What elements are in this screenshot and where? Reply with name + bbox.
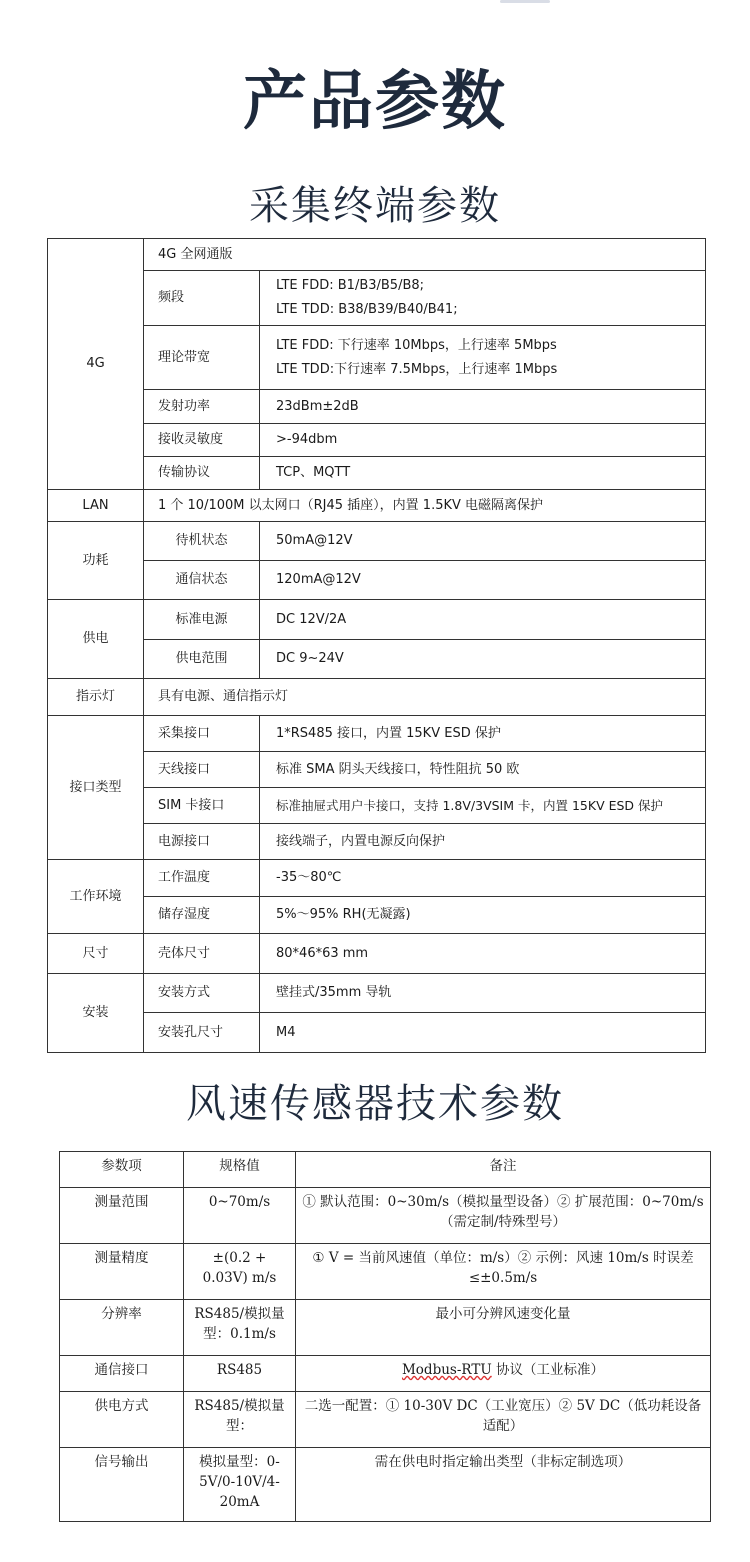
page-title: 产品参数 [243, 65, 507, 139]
category-interfaces: 接口类型 [48, 716, 144, 860]
category-install: 安装 [48, 974, 144, 1053]
power-interface-value: 接线端子，内置电源反向保护 [260, 824, 706, 860]
acq-interface-value: 1*RS485 接口，内置 15KV ESD 保护 [260, 716, 706, 752]
install-hole-value: M4 [260, 1013, 706, 1053]
indicator-value: 具有电源、通信指示灯 [144, 679, 706, 716]
category-4g: 4G [48, 239, 144, 490]
install-method-label: 安装方式 [144, 974, 260, 1013]
row-param: 通信接口 [60, 1356, 184, 1392]
row-spec: 0~70m/s [184, 1188, 296, 1244]
tx-power-value: 23dBm±2dB [260, 390, 706, 424]
modbus-text: Modbus-RTU [401, 1362, 492, 1378]
protocol-value: TCP、MQTT [260, 457, 706, 490]
top-bar-mark [500, 0, 550, 3]
table-row [60, 1244, 711, 1300]
protocol-label: 传输协议 [144, 457, 260, 490]
sim-interface-value: 标准抽屉式用户卡接口，支持 1.8V/3VSIM 卡，内置 15KV ESD 保护 [260, 788, 706, 824]
table-row [60, 1392, 711, 1448]
bandwidth-line-fdd: LTE FDD: 下行速率 10Mbps，上行速率 5Mbps [276, 337, 557, 353]
row-note: 二选一配置：① 10-30V DC（工业宽压）② 5V DC（低功耗设备适配） [296, 1392, 711, 1448]
lan-value: 1 个 10/100M 以太网口（RJ45 插座），内置 1.5KV 电磁隔离保护 [144, 490, 706, 522]
top-bar [0, 0, 750, 5]
row-spec: RS485 [184, 1356, 296, 1392]
row-param: 测量精度 [60, 1244, 184, 1300]
install-method-value: 壁挂式/35mm 导轨 [260, 974, 706, 1013]
row-spec: RS485/模拟量型： [184, 1392, 296, 1448]
wind-section-title: 风速传感器技术参数 [186, 1081, 564, 1127]
sim-interface-label: SIM 卡接口 [144, 788, 260, 824]
category-size: 尺寸 [48, 934, 144, 974]
row-param: 供电方式 [60, 1392, 184, 1448]
table-row [60, 1448, 711, 1522]
row-param: 信号输出 [60, 1448, 184, 1522]
header-note: 备注 [296, 1152, 711, 1188]
row-param: 测量范围 [60, 1188, 184, 1244]
bandwidth-label: 理论带宽 [144, 326, 260, 390]
tx-power-label: 发射功率 [144, 390, 260, 424]
category-power-consumption: 功耗 [48, 522, 144, 600]
row-param: 分辨率 [60, 1300, 184, 1356]
bandwidth-value [260, 326, 706, 390]
rx-sensitivity-label: 接收灵敏度 [144, 424, 260, 457]
row-spec: 模拟量型：0-5V/0-10V/4-20mA [184, 1448, 296, 1522]
row-note: ① V = 当前风速值（单位：m/s）② 示例：风速 10m/s 时误差≤±0.5m/s [296, 1244, 711, 1300]
std-power-label: 标准电源 [144, 600, 260, 640]
size-value: 80*46*63 mm [260, 934, 706, 974]
header-spec: 规格值 [184, 1152, 296, 1188]
antenna-interface-value: 标准 SMA 阴头天线接口，特性阻抗 50 欧 [260, 752, 706, 788]
table-row [60, 1300, 711, 1356]
acq-interface-label: 采集接口 [144, 716, 260, 752]
install-hole-label: 安装孔尺寸 [144, 1013, 260, 1053]
power-range-label: 供电范围 [144, 640, 260, 679]
power-interface-label: 电源接口 [144, 824, 260, 860]
collector-section-title: 采集终端参数 [249, 183, 501, 229]
humidity-label: 储存湿度 [144, 897, 260, 934]
standby-label: 待机状态 [144, 522, 260, 561]
row-note: ① 默认范围：0~30m/s（模拟量型设备）② 扩展范围：0~70m/s（需定制/特殊型号） [296, 1188, 711, 1244]
collector-spec-table [47, 238, 706, 1053]
std-power-value: DC 12V/2A [260, 600, 706, 640]
band-label: 频段 [144, 271, 260, 326]
category-environment: 工作环境 [48, 860, 144, 934]
category-lan: LAN [48, 490, 144, 522]
rx-sensitivity-value: >-94dbm [260, 424, 706, 457]
header-param: 参数项 [60, 1152, 184, 1188]
wind-spec-table [59, 1151, 711, 1522]
modbus-note-rest: 协议（工业标准） [491, 1362, 605, 1378]
temp-label: 工作温度 [144, 860, 260, 897]
version-cell: 4G 全网通版 [144, 239, 706, 271]
table-row [60, 1188, 711, 1244]
category-power-supply: 供电 [48, 600, 144, 679]
band-line-tdd: LTE TDD: B38/B39/B40/B41; [276, 302, 458, 317]
temp-value: -35～80℃ [260, 860, 706, 897]
comm-state-value: 120mA@12V [260, 561, 706, 600]
row-spec: RS485/模拟量型：0.1m/s [184, 1300, 296, 1356]
humidity-value: 5%～95% RH(无凝露) [260, 897, 706, 934]
antenna-interface-label: 天线接口 [144, 752, 260, 788]
category-indicator: 指示灯 [48, 679, 144, 716]
row-note: 最小可分辨风速变化量 [296, 1300, 711, 1356]
band-line-fdd: LTE FDD: B1/B3/B5/B8; [276, 278, 425, 293]
size-label: 壳体尺寸 [144, 934, 260, 974]
power-range-value: DC 9~24V [260, 640, 706, 679]
comm-state-label: 通信状态 [144, 561, 260, 600]
bandwidth-line-tdd: LTE TDD:下行速率 7.5Mbps，上行速率 1Mbps [276, 361, 558, 377]
row-note: 需在供电时指定输出类型（非标定制选项） [296, 1448, 711, 1522]
row-spec: ±(0.2 + 0.03V) m/s [184, 1244, 296, 1300]
row-note [296, 1356, 711, 1392]
standby-value: 50mA@12V [260, 522, 706, 561]
table-row [60, 1356, 711, 1392]
band-value [260, 271, 706, 326]
